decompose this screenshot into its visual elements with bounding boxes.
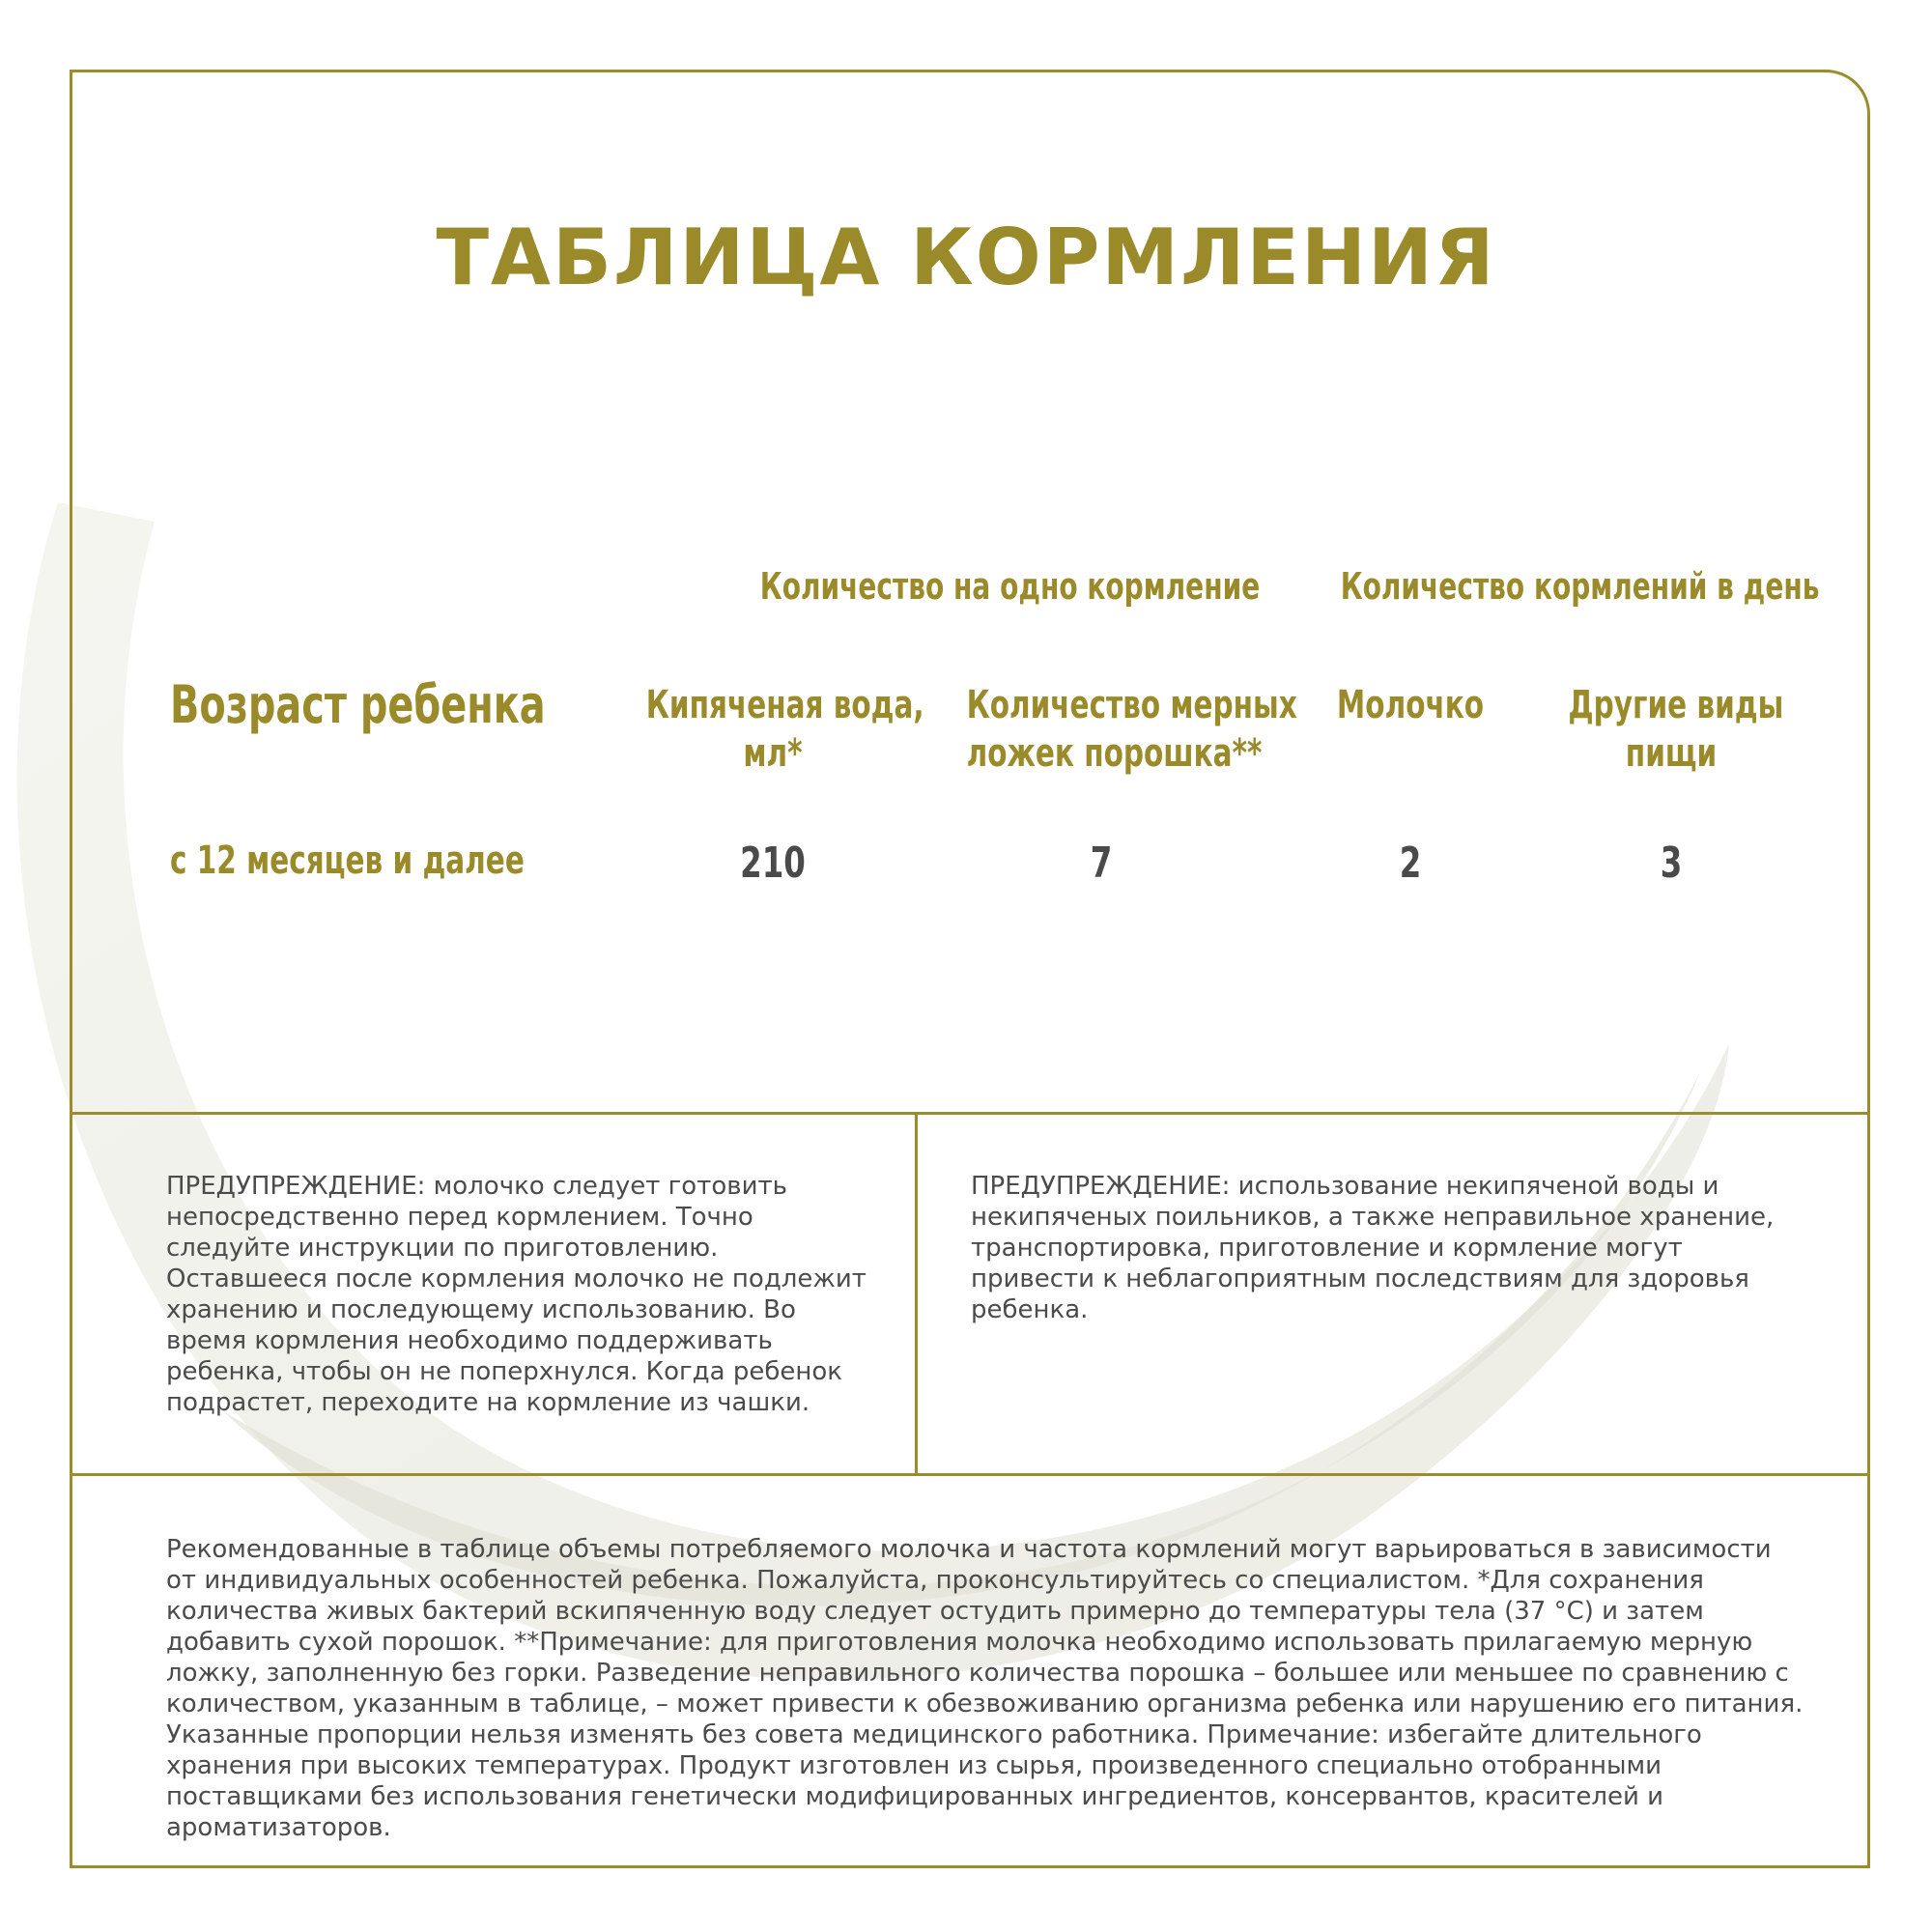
row-header-age: Возраст ребенка (170, 674, 546, 735)
value-water: 210 (740, 838, 806, 888)
column-header-water (645, 681, 924, 778)
footer-note (166, 1534, 1808, 1843)
value-milk: 2 (1399, 838, 1422, 888)
column-header-spoons (966, 681, 1297, 778)
column-header-milk: Молочко (1336, 683, 1485, 727)
divider-top (70, 1112, 1870, 1115)
warning-left-text: ПРЕДУПРЕЖДЕНИЕ: молочко следует готовить непосредственно перед кормлением. Точно следуйте инструкции по приготовлению. Оставшееся после кормления молочко не подлежит хранению и последующему использованию. Во время кормления необходимо поддерживать ребенка, чтобы он не поперхнулся. Когда ребенок подрастет, переходите на кормление из чашки. (166, 1172, 867, 1417)
column-header-other (1568, 681, 1784, 778)
warning-right (971, 1171, 1811, 1325)
group-header-per-day: Количество кормлений в день (1340, 565, 1820, 608)
group-header-per-feeding: Количество на одно кормление (759, 565, 1261, 608)
column-header-spoons-line1: Количество мерных (966, 683, 1297, 727)
column-header-spoons-line2: ложек порошка** (966, 731, 1263, 776)
footer-note-text: Рекомендованные в таблице объемы потребляемого молочка и частота кормлений могут варьироваться в зависимости от индивидуальных особенностей ребенка. Пожалуйста, проконсультируйтесь со специалистом. *Для сохранения количества живых бактерий вскипяченную воду следует остудить примерно до температуры тела (37 °С) и затем добавить сухой порошок. **Примечание: для приготовления молочка необходимо использовать прилагаемую мерную ложку, заполненную без горки. Разведение неправильного количества порошка – большее или меньшее по сравнению с количеством, указанным в таблице, – может привести к обезвоживанию организма ребенка или нарушению его питания. Указанные пропорции нельзя изменять без совета медицинского работника. Примечание: избегайте длительного хранения при высоких температурах. Продукт изготовлен из сырья, произведенного специально отобранными поставщиками без использования генетически модифицированных ингредиентов, консервантов, красителей и ароматизаторов. (166, 1535, 1804, 1842)
row-label-age: с 12 месяцев и далее (170, 838, 525, 883)
divider-vertical (915, 1112, 918, 1473)
column-header-other-line1: Другие виды (1568, 683, 1784, 727)
divider-bottom (70, 1473, 1870, 1476)
warning-right-text: ПРЕДУПРЕЖДЕНИЕ: использование некипяченой воды и некипяченых поильников, а также неправильное хранение, транспортировка, приготовление и кормление могут привести к неблагоприятным последствиям для здоровья ребенка. (971, 1172, 1775, 1324)
column-header-water-line1: Кипяченая вода, (645, 683, 924, 727)
column-header-water-line2: мл* (743, 731, 803, 776)
value-other: 3 (1660, 838, 1683, 888)
page-title: ТАБЛИЦА КОРМЛЕНИЯ (436, 213, 1496, 302)
warning-left (166, 1171, 871, 1418)
column-header-other-line2: пищи (1625, 731, 1718, 776)
value-spoons: 7 (1090, 838, 1113, 888)
